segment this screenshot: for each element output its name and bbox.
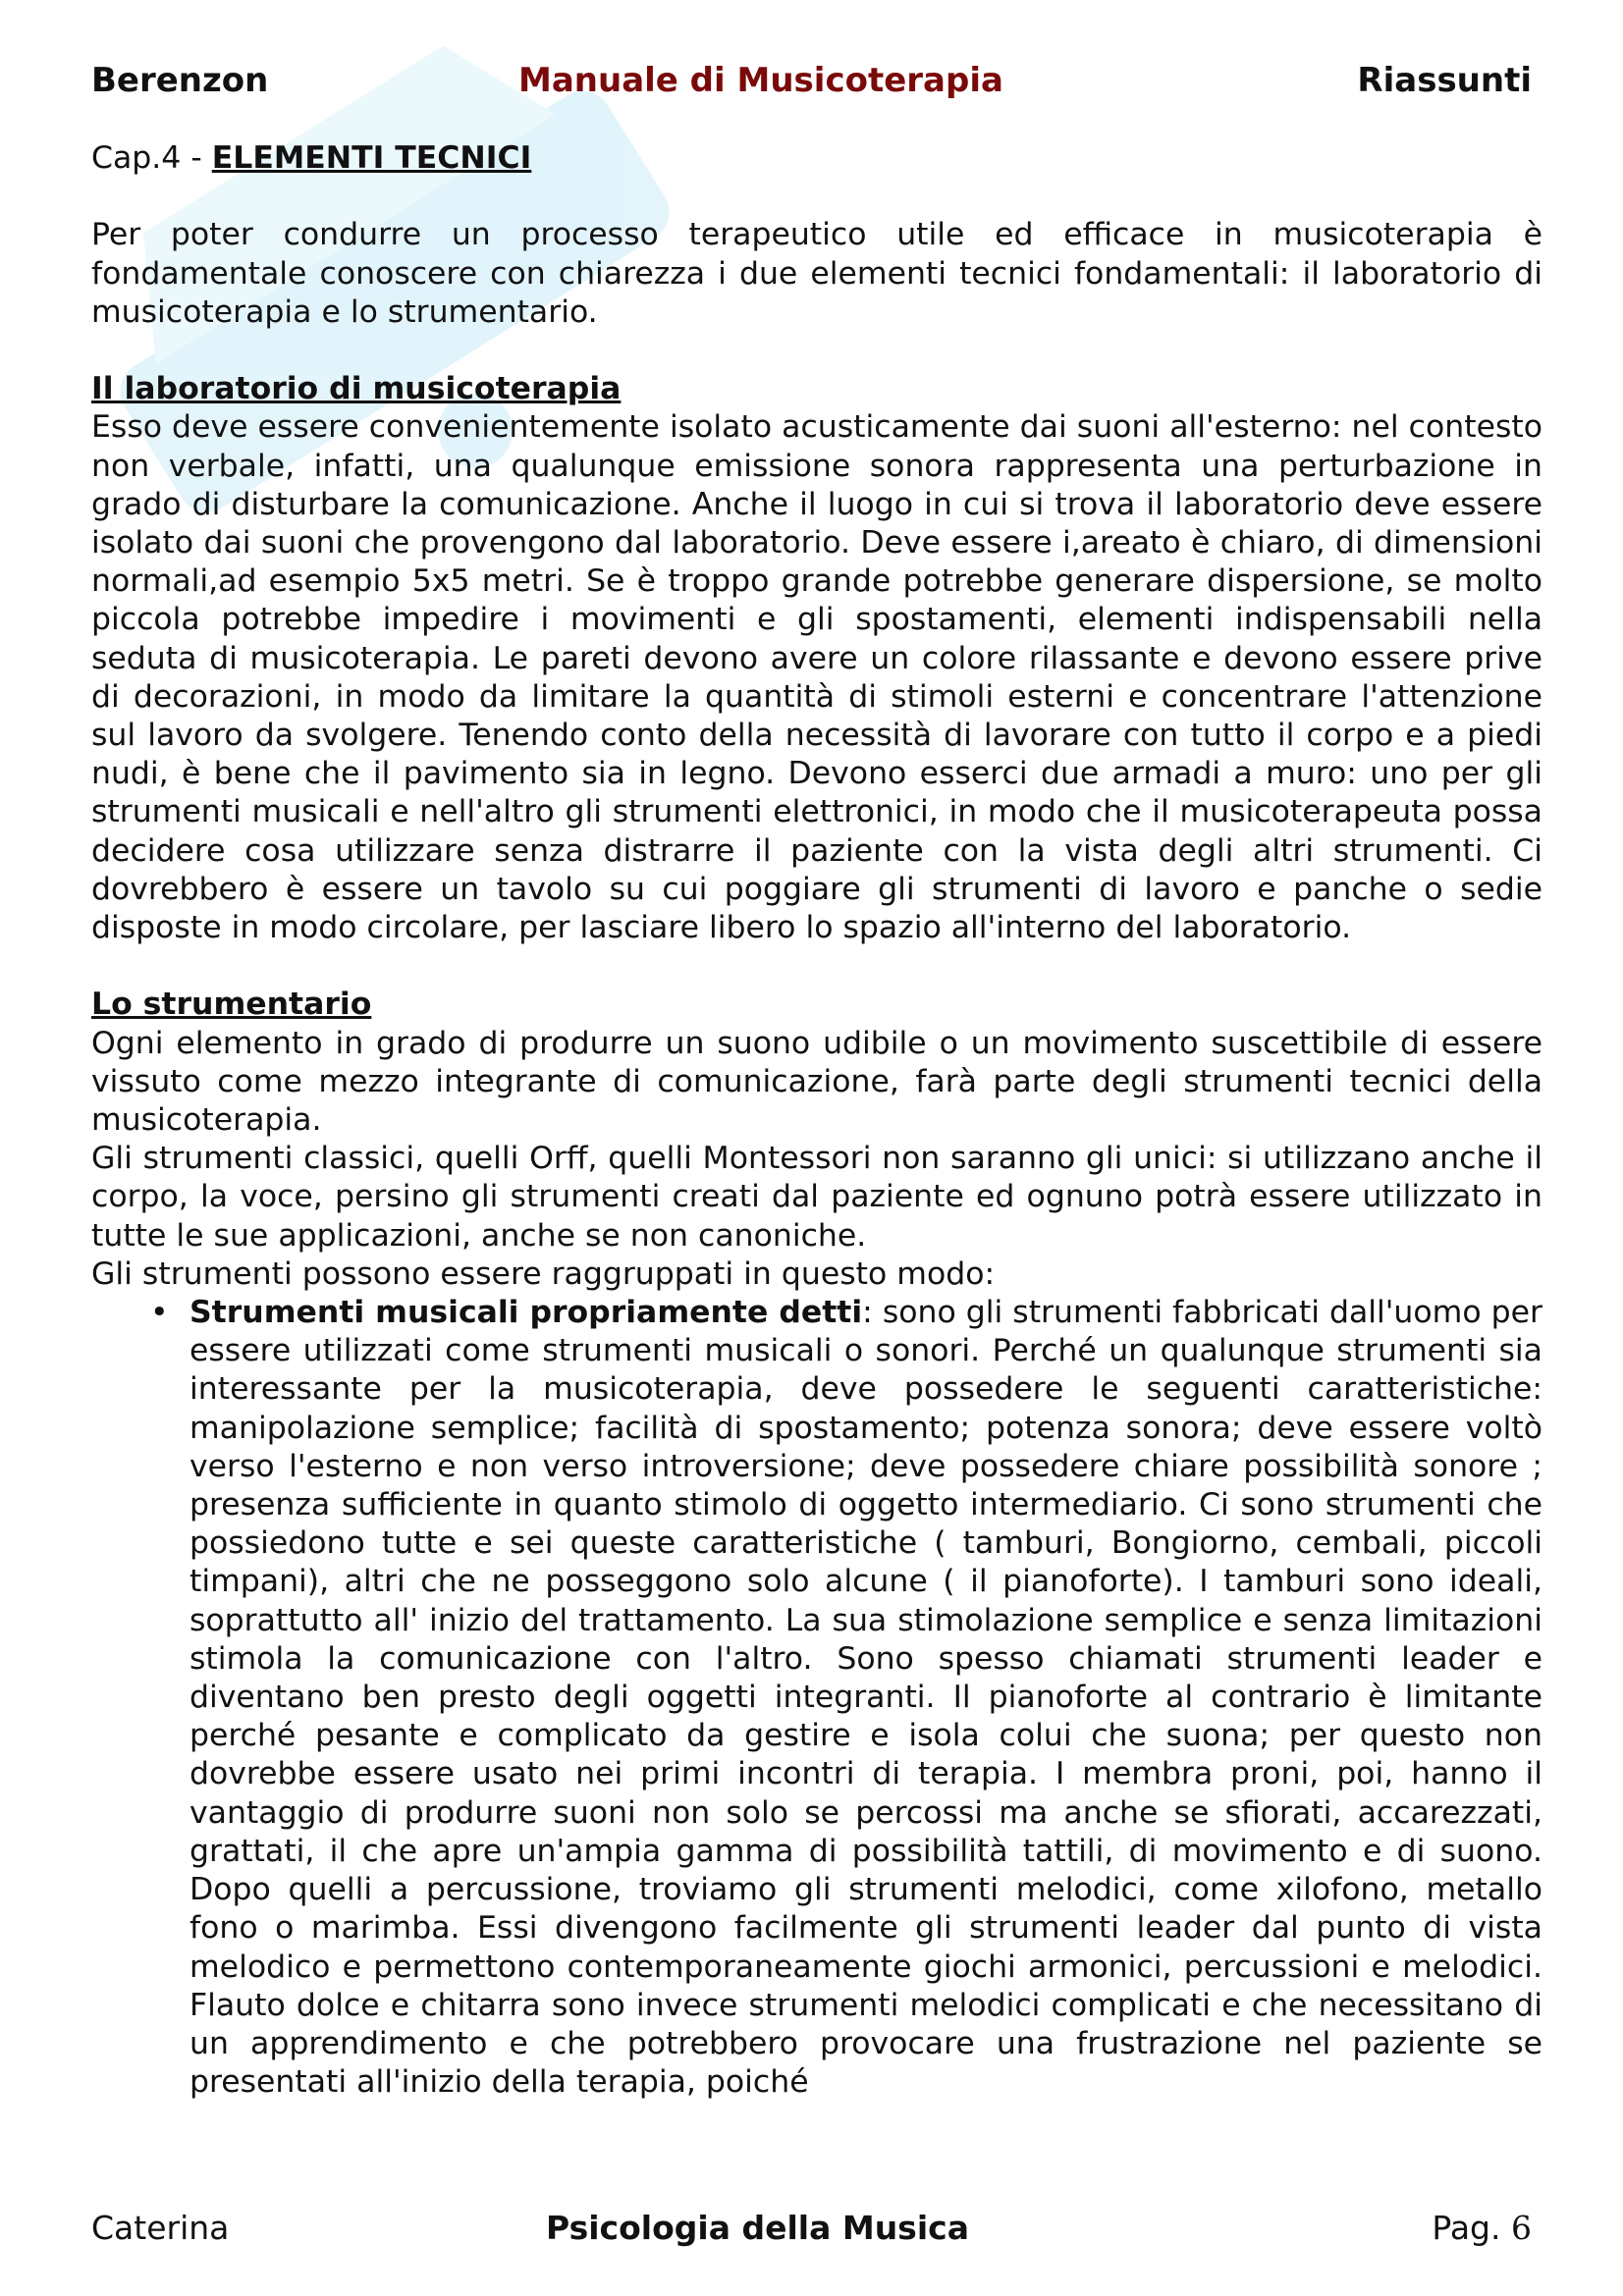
list-item-term: Strumenti musicali propriamente detti	[189, 1295, 863, 1331]
strumentario-paragraph-1: Ogni elemento in grado di produrre un suono udibile o un movimento suscettibile di essere vissuto come mezzo integrante di comunicazione, farà parte degli strumenti tecnici della musicoterapia.	[91, 1025, 1542, 1139]
instrument-list	[91, 1294, 1542, 2102]
footer-author: Caterina	[91, 2209, 230, 2247]
strumentario-paragraph-2: Gli strumenti classici, quelli Orff, quelli Montessori non saranno gli unici: si utilizzano anche il corpo, la voce, persino gli strumenti creati dal paziente ed ognuno potrà essere utilizzato in tutte le sue applicazioni, anche se non canoniche.	[91, 1141, 1542, 1254]
page-header	[91, 61, 1532, 108]
list-item	[150, 1294, 1542, 2102]
chapter-title: ELEMENTI TECNICI	[211, 140, 532, 176]
intro-paragraph: Per poter condurre un processo terapeutico utile ed efficace in musicoterapia è fondamentale conoscere con chiarezza i due elementi tecnici fondamentali: il laboratorio di musicoterapia e lo strumentario.	[91, 217, 1542, 330]
section-heading-laboratorio: Il laboratorio di musicoterapia	[91, 371, 622, 407]
chapter-heading	[91, 139, 1542, 178]
section-heading-strumentario: Lo strumentario	[91, 987, 372, 1023]
page-number: 6	[1511, 2209, 1532, 2247]
footer-page	[1432, 2209, 1532, 2247]
header-book-title: Manuale di Musicoterapia	[518, 61, 1003, 100]
strumentario-paragraph-3: Gli strumenti possono essere raggruppati in questo modo:	[91, 1255, 996, 1292]
page-label: Pag.	[1432, 2209, 1511, 2247]
header-author: Berenzon	[91, 61, 269, 100]
page-footer	[91, 2209, 1532, 2252]
list-item-text: : sono gli strumenti fabbricati dall'uomo per essere utilizzati come strumenti musicali o sonori. Perché un qualunque strumenti sia interessante per la musicoterapia, deve possedere le seguenti caratteristiche: manipolazione semplice; facilità di spostamento; potenza sonora; deve essere voltò verso l'esterno e non verso introversione; deve possedere chiare possibilità sonore ; presenza sufficiente in quanto stimolo di oggetto intermediario. Ci sono strumenti che possiedono tutte e sei queste caratteristiche ( tamburi, Bongiorno, cembali, piccoli timpani), altri che ne posseggono solo alcune ( il pianoforte). I tamburi sono ideali, soprattutto all' inizio del trattamento. La sua stimolazione semplice e senza limitazioni stimola la comunicazione con l'altro. Sono spesso chiamati strumenti leader e diventano ben presto degli oggetti integranti. Il pianoforte al contrario è limitante perché pesante e complicato da gestire e isola colui che suona; per questo non dovrebbe essere usato nei primi incontri di terapia. I membra proni, poi, hanno il vantaggio di produrre suoni non solo se percossi ma anche se sfiorati, accarezzati, grattati, il che apre un'ampia gamma di possibilità tattili, di movimento e di suono. Dopo quelli a percussione, troviamo gli strumenti melodici, come xilofono, metallo fono o marimba. Essi divengono facilmente gli strumenti leader dal punto di vista melodico e permettono contemporaneamente giochi armonici, percussioni e melodici. Flauto dolce e chitarra sono invece strumenti melodici complicati e che necessitano di un apprendimento e che potrebbero provocare una frustrazione nel paziente se presentati all'inizio della terapia, poiché	[189, 1295, 1542, 2101]
footer-course: Psicologia della Musica	[546, 2209, 969, 2247]
laboratorio-paragraph: Esso deve essere convenientemente isolato acusticamente dai suoni all'esterno: nel contesto non verbale, infatti, una qualunque emissione sonora rappresenta una perturbazione in grado di disturbare la comunicazione. Anche il luogo in cui si trova il laboratorio deve essere isolato dai suoni che provengono dal laboratorio. Deve essere i,areato è chiaro, di dimensioni normali,ad esempio 5x5 metri. Se è troppo grande potrebbe generare dispersione, se molto piccola potrebbe impedire i movimenti e gli spostamenti, elementi indispensabili nella seduta di musicoterapia. Le pareti devono avere un colore rilassante e devono essere prive di decorazioni, in modo da limitare la quantità di stimoli esterni e concentrare l'attenzione sul lavoro da svolgere. Tenendo conto della necessità di lavorare con tutto il corpo e a piedi nudi, è bene che il pavimento sia in legno. Devono esserci due armadi a muro: uno per gli strumenti musicali e nell'altro gli strumenti elettronici, in modo che il musicoterapeuta possa decidere cosa utilizzare senza distrarre il paziente con la vista degli altri strumenti. Ci dovrebbero è essere un tavolo su cui poggiare gli strumenti di lavoro e panche o sedie disposte in modo circolare, per lasciare libero lo spazio all'interno del laboratorio.	[91, 409, 1542, 946]
chapter-prefix: Cap.4 -	[91, 140, 212, 176]
page-body	[91, 139, 1542, 2102]
bullet-icon: •	[150, 1295, 169, 1331]
header-doc-type: Riassunti	[1357, 61, 1532, 100]
